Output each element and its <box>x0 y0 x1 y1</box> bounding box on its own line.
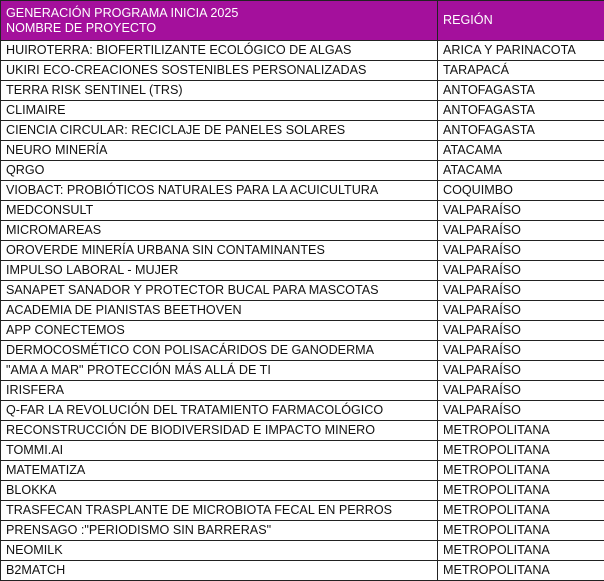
project-name-cell: B2MATCH <box>1 561 438 581</box>
project-name-cell: ACADEMIA DE PIANISTAS BEETHOVEN <box>1 301 438 321</box>
project-name-cell: TOMMI.AI <box>1 441 438 461</box>
project-name-cell: HUIROTERRA: BIOFERTILIZANTE ECOLÓGICO DE ALGAS <box>1 41 438 61</box>
region-cell: ATACAMA <box>438 141 604 161</box>
table-row <box>1 181 604 201</box>
table-row <box>1 501 604 521</box>
region-cell: VALPARAÍSO <box>438 281 604 301</box>
table-row <box>1 141 604 161</box>
project-name-cell: OROVERDE MINERÍA URBANA SIN CONTAMINANTES <box>1 241 438 261</box>
table-row <box>1 261 604 281</box>
table-row <box>1 121 604 141</box>
project-name-cell: "AMA A MAR" PROTECCIÓN MÁS ALLÁ DE TI <box>1 361 438 381</box>
table-header <box>1 1 604 41</box>
project-name-cell: TRASFECAN TRASPLANTE DE MICROBIOTA FECAL EN PERROS <box>1 501 438 521</box>
project-name-cell: QRGO <box>1 161 438 181</box>
region-cell: VALPARAÍSO <box>438 381 604 401</box>
table-row <box>1 241 604 261</box>
project-name-cell: MEDCONSULT <box>1 201 438 221</box>
table-row <box>1 461 604 481</box>
region-cell: ANTOFAGASTA <box>438 81 604 101</box>
project-name-cell: RECONSTRUCCIÓN DE BIODIVERSIDAD E IMPACTO MINERO <box>1 421 438 441</box>
region-cell: ANTOFAGASTA <box>438 121 604 141</box>
region-cell: COQUIMBO <box>438 181 604 201</box>
region-column-header: REGIÓN <box>438 1 604 41</box>
region-cell: VALPARAÍSO <box>438 361 604 381</box>
table-row <box>1 401 604 421</box>
table-row <box>1 561 604 581</box>
project-name-cell: CLIMAIRE <box>1 101 438 121</box>
table-row <box>1 301 604 321</box>
project-name-cell: TERRA RISK SENTINEL (TRS) <box>1 81 438 101</box>
header-row <box>1 1 604 41</box>
region-cell: TARAPACÁ <box>438 61 604 81</box>
region-cell: METROPOLITANA <box>438 501 604 521</box>
table-row <box>1 321 604 341</box>
region-cell: ARICA Y PARINACOTA <box>438 41 604 61</box>
table-row <box>1 61 604 81</box>
table-row <box>1 281 604 301</box>
region-cell: VALPARAÍSO <box>438 221 604 241</box>
project-name-cell: MATEMATIZA <box>1 461 438 481</box>
project-name-cell: PRENSAGO :"PERIODISMO SIN BARRERAS" <box>1 521 438 541</box>
project-name-cell: APP CONECTEMOS <box>1 321 438 341</box>
project-column-header <box>1 1 438 41</box>
region-cell: METROPOLITANA <box>438 481 604 501</box>
table-row <box>1 361 604 381</box>
table-row <box>1 341 604 361</box>
table-row <box>1 481 604 501</box>
region-cell: METROPOLITANA <box>438 421 604 441</box>
region-cell: VALPARAÍSO <box>438 321 604 341</box>
table-row <box>1 441 604 461</box>
region-cell: ANTOFAGASTA <box>438 101 604 121</box>
region-cell: VALPARAÍSO <box>438 301 604 321</box>
project-name-cell: SANAPET SANADOR Y PROTECTOR BUCAL PARA MASCOTAS <box>1 281 438 301</box>
project-name-cell: CIENCIA CIRCULAR: RECICLAJE DE PANELES SOLARES <box>1 121 438 141</box>
table-row <box>1 101 604 121</box>
region-cell: VALPARAÍSO <box>438 201 604 221</box>
region-cell: ATACAMA <box>438 161 604 181</box>
table-row <box>1 521 604 541</box>
project-name-cell: VIOBACT: PROBIÓTICOS NATURALES PARA LA ACUICULTURA <box>1 181 438 201</box>
table-row <box>1 381 604 401</box>
project-name-cell: NEURO MINERÍA <box>1 141 438 161</box>
region-cell: VALPARAÍSO <box>438 261 604 281</box>
region-cell: METROPOLITANA <box>438 461 604 481</box>
project-name-cell: UKIRI ECO-CREACIONES SOSTENIBLES PERSONALIZADAS <box>1 61 438 81</box>
table-row <box>1 541 604 561</box>
project-name-cell: Q-FAR LA REVOLUCIÓN DEL TRATAMIENTO FARMACOLÓGICO <box>1 401 438 421</box>
project-name-cell: IRISFERA <box>1 381 438 401</box>
region-cell: METROPOLITANA <box>438 561 604 581</box>
table-row <box>1 421 604 441</box>
project-name-label: NOMBRE DE PROYECTO <box>6 21 437 36</box>
table-row <box>1 161 604 181</box>
table-row <box>1 201 604 221</box>
project-name-cell: BLOKKA <box>1 481 438 501</box>
project-name-cell: MICROMAREAS <box>1 221 438 241</box>
project-name-cell: NEOMILK <box>1 541 438 561</box>
project-name-cell: DERMOCOSMÉTICO CON POLISACÁRIDOS DE GANODERMA <box>1 341 438 361</box>
table-row <box>1 81 604 101</box>
region-cell: VALPARAÍSO <box>438 241 604 261</box>
region-cell: METROPOLITANA <box>438 541 604 561</box>
table-row <box>1 221 604 241</box>
table-row <box>1 41 604 61</box>
table-body <box>1 41 604 581</box>
project-name-cell: IMPULSO LABORAL - MUJER <box>1 261 438 281</box>
region-cell: METROPOLITANA <box>438 521 604 541</box>
region-cell: VALPARAÍSO <box>438 401 604 421</box>
region-cell: METROPOLITANA <box>438 441 604 461</box>
region-cell: VALPARAÍSO <box>438 341 604 361</box>
program-title: GENERACIÓN PROGRAMA INICIA 2025 <box>6 6 437 21</box>
